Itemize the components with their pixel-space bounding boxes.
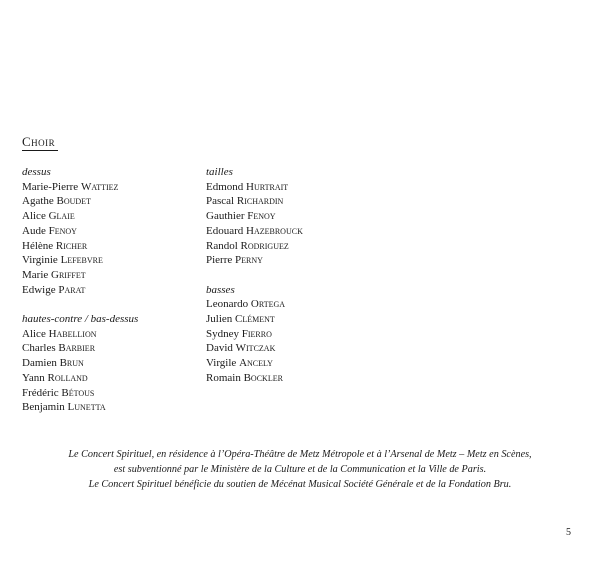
member-name: Leonardo Ortega [206, 298, 286, 311]
voice-label: hautes-contre / bas-dessus [22, 313, 139, 326]
voice-label: tailles [206, 166, 233, 178]
voice-label: dessus [22, 166, 51, 178]
member-name: Edmond Hurtrait [206, 180, 289, 193]
member-name: Pierre Perny [206, 254, 263, 267]
heading-underline [22, 150, 58, 151]
member-name: Julien Clément [206, 313, 275, 326]
member-name: Marie-Pierre Wattiez [22, 180, 119, 193]
member-name: Edwige Parat [22, 283, 86, 296]
page-number: 5 [566, 527, 571, 538]
member-name: Randol Rodriguez [206, 239, 289, 252]
section-gap [22, 297, 138, 312]
member-name: Romain Bockler [206, 371, 283, 384]
member-name: Agathe Boudet [22, 195, 91, 208]
left-column [22, 165, 138, 415]
notice-line: Le Concert Spirituel, en résidence à l’Opéra-Théâtre de Metz Métropole et à l’Arsenal de Metz – Metz en Scènes, [68, 449, 532, 460]
choir-heading: Choir [22, 134, 56, 149]
member-name: Gauthier Fenoy [206, 210, 276, 223]
member-name: David Witczak [206, 342, 276, 355]
member-name: Benjamin Lunetta [22, 401, 106, 414]
member-name: Edouard Hazebrouck [206, 224, 303, 237]
member-name: Frédéric Bétous [22, 386, 95, 399]
notice-line: Le Concert Spirituel bénéficie du soutien de Mécénat Musical Société Générale et de la Fondation Bru. [88, 479, 512, 490]
member-name: Pascal Richardin [206, 195, 284, 208]
member-name: Charles Barbier [22, 342, 96, 355]
member-name: Damien Brun [22, 357, 84, 370]
voice-label: basses [206, 283, 235, 296]
member-name: Yann Rolland [22, 371, 88, 384]
section-gap [206, 268, 303, 283]
sponsorship-notice [0, 447, 600, 492]
member-name: Alice Habellion [22, 327, 97, 340]
member-name: Aude Fenoy [22, 224, 77, 237]
member-name: Virgile Ancely [206, 357, 273, 370]
member-name: Marie Griffet [22, 268, 86, 281]
member-name: Alice Glaie [22, 210, 75, 223]
member-name: Sydney Fierro [206, 327, 272, 340]
member-name: Hélène Richer [22, 239, 88, 252]
right-column [206, 165, 303, 386]
member-name: Virginie Lefebvre [22, 254, 103, 267]
notice-line: est subventionné par le Ministère de la Culture et de la Communication et la Ville de Paris. [113, 464, 487, 475]
